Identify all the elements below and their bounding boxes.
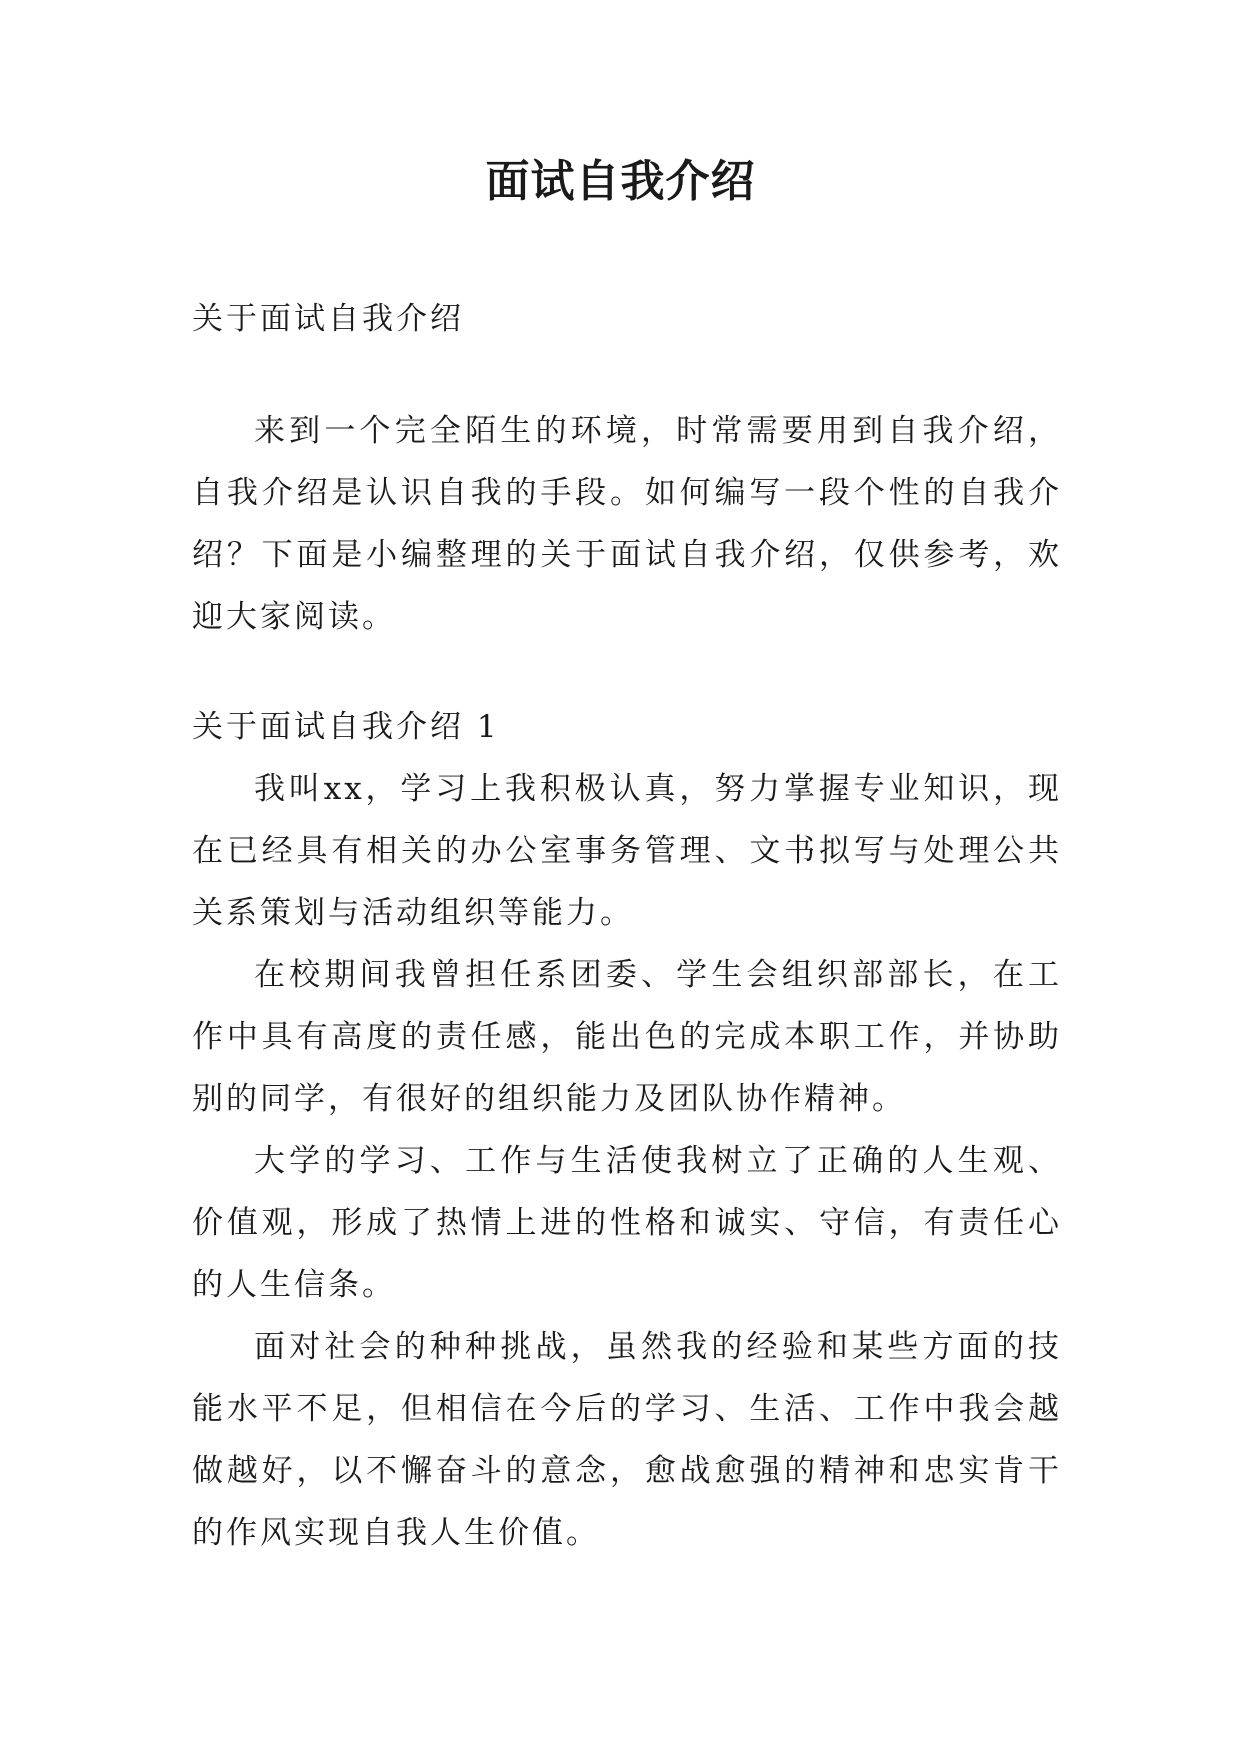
body-paragraph-1: 我叫xx，学习上我积极认真，努力掌握专业知识，现在已经具有相关的办公室事务管理、文书拟写与处理公共关系策划与活动组织等能力。: [192, 771, 1062, 931]
section-heading: 关于面试自我介绍 1: [192, 709, 500, 745]
body-paragraph-2: 在校期间我曾担任系团委、学生会组织部部长，在工作中具有高度的责任感，能出色的完成本职工作，并协助别的同学，有很好的组织能力及团队协作精神。: [192, 957, 1062, 1117]
spacer: [192, 648, 1062, 696]
spacer: [192, 350, 1062, 400]
body-paragraph-3: 大学的学习、工作与生活使我树立了正确的人生观、价值观，形成了热情上进的性格和诚实、守信，有责任心的人生信条。: [192, 1143, 1062, 1303]
body-paragraph-4: 面对社会的种种挑战，虽然我的经验和某些方面的技能水平不足，但相信在今后的学习、生活、工作中我会越做越好，以不懈奋斗的意念，愈战愈强的精神和忠实肯干的作风实现自我人生价值。: [192, 1329, 1062, 1551]
document-subtitle: 关于面试自我介绍: [192, 301, 464, 337]
intro-paragraph: 来到一个完全陌生的环境，时常需要用到自我介绍，自我介绍是认识自我的手段。如何编写一段个性的自我介绍？下面是小编整理的关于面试自我介绍，仅供参考，欢迎大家阅读。: [192, 413, 1062, 635]
document-body: [192, 288, 1062, 1564]
document-title: 面试自我介绍: [485, 156, 756, 207]
